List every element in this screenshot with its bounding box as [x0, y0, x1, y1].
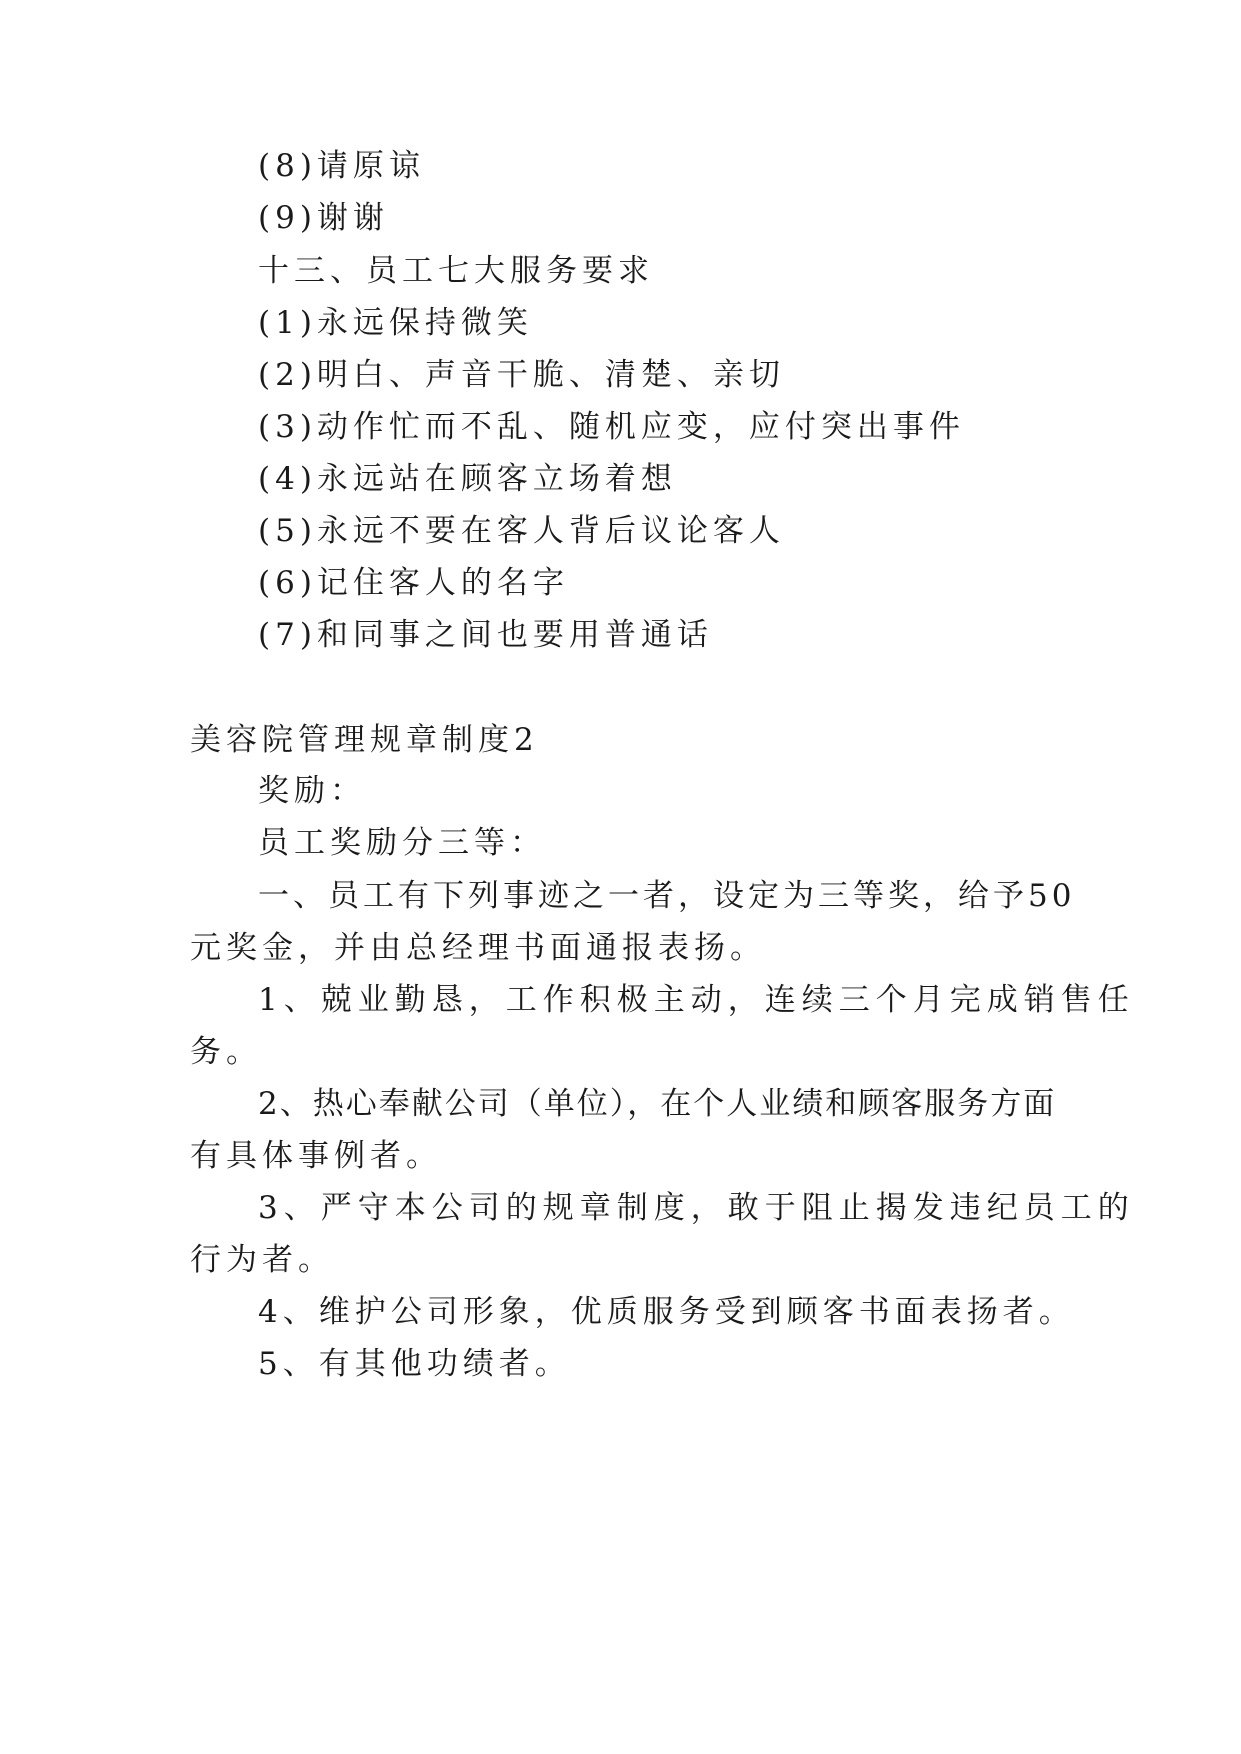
paragraph-line: 5、有其他功绩者。 [258, 1346, 571, 1382]
paragraph-line: 务。 [190, 1034, 262, 1070]
document-title: 美容院管理规章制度2 [190, 722, 539, 758]
list-item: (3)动作忙而不乱、随机应变，应付突出事件 [258, 409, 965, 445]
list-item: (4)永远站在顾客立场着想 [258, 461, 677, 497]
list-item: (7)和同事之间也要用普通话 [258, 617, 713, 653]
paragraph-line: 行为者。 [190, 1242, 334, 1278]
paragraph-line: 4、维护公司形象，优质服务受到顾客书面表扬者。 [258, 1294, 1075, 1330]
list-item-8: (8)请原谅 [258, 148, 425, 184]
section-heading: 十三、员工七大服务要求 [258, 253, 654, 289]
paragraph-line: 1、兢业勤恳，工作积极主动，连续三个月完成销售任 [258, 982, 1135, 1018]
paragraph-line: 元奖金，并由总经理书面通报表扬。 [190, 930, 766, 966]
paragraph-line: 有具体事例者。 [190, 1138, 442, 1174]
paragraph-line: 2、热心奉献公司（单位），在个人业绩和顾客服务方面 [258, 1086, 1057, 1122]
list-item: (6)记住客人的名字 [258, 565, 569, 601]
paragraph-line: 3、严守本公司的规章制度，敢于阻止揭发违纪员工的 [258, 1190, 1135, 1226]
reward-label: 奖励： [258, 773, 366, 809]
list-item-9: (9)谢谢 [258, 200, 389, 236]
list-item: (1)永远保持微笑 [258, 305, 533, 341]
paragraph-line: 一、员工有下列事迹之一者，设定为三等奖，给予50 [258, 878, 1076, 914]
reward-intro: 员工奖励分三等： [258, 825, 546, 861]
list-item: (2)明白、声音干脆、清楚、亲切 [258, 357, 785, 393]
list-item: (5)永远不要在客人背后议论客人 [258, 513, 785, 549]
